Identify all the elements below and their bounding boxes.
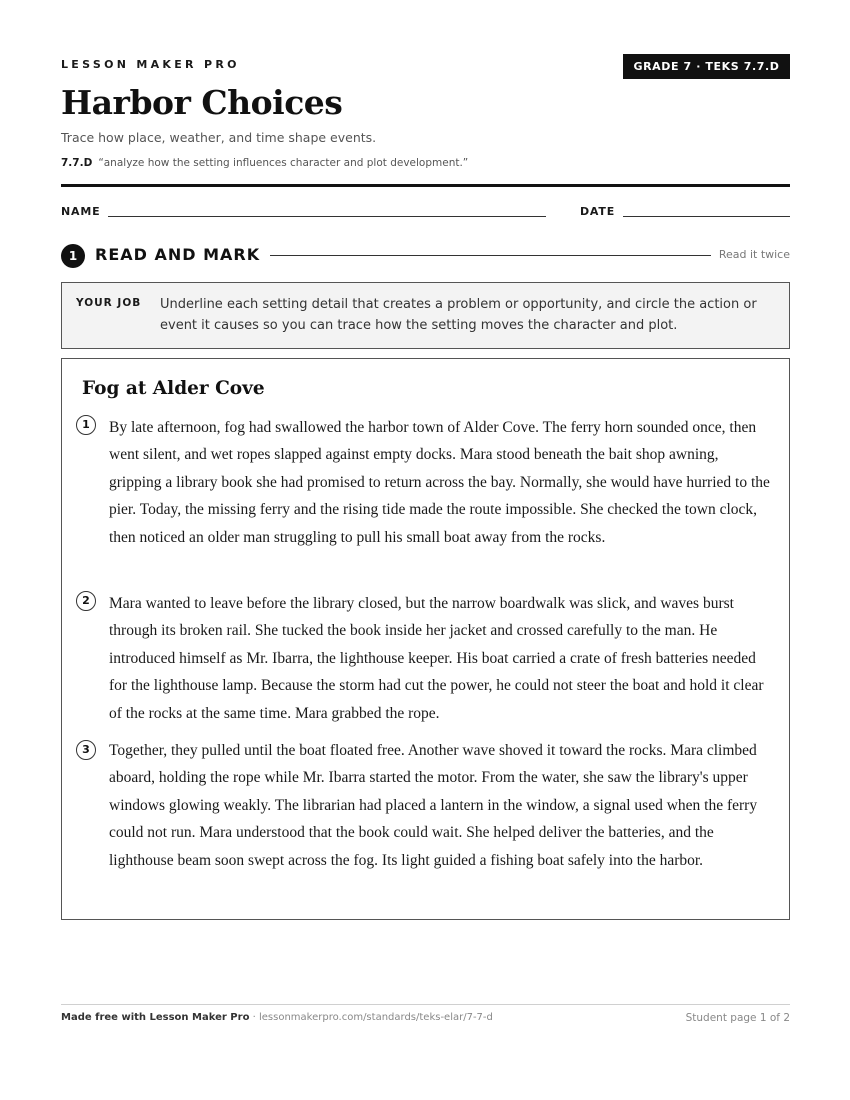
brand-name: LESSON MAKER PRO xyxy=(61,58,240,71)
grade-badge: GRADE 7 · TEKS 7.7.D xyxy=(623,54,790,79)
footer-divider xyxy=(61,1004,790,1005)
worksheet-page xyxy=(61,0,790,1100)
passage-title: Fog at Alder Cove xyxy=(82,378,265,399)
paragraph-number-1: 1 xyxy=(76,415,96,435)
passage-box xyxy=(61,358,790,920)
section-title: READ AND MARK xyxy=(95,245,261,264)
standard-line xyxy=(61,157,468,169)
header-divider xyxy=(61,184,790,187)
paragraph-3: Together, they pulled until the boat floated free. Another wave shoved it toward the rocks. Mara climbed aboard, holding the rope while Mr. Ibarra started the motor. From the water, she saw the library's upper windows glowing weakly. The librarian had placed a lantern in the window, a signal used when the ferry could not run. Mara understood that the book could wait. She helped deliver the batteries, and the lighthouse beam soon swept across the fog. Its light guided a fishing boat safely into the harbor. xyxy=(109,742,758,869)
footer-url[interactable]: · lessonmakerpro.com/standards/teks-elar/7-7-d xyxy=(249,1012,493,1023)
name-label: NAME xyxy=(61,205,101,218)
footer-made-with: Made free with Lesson Maker Pro xyxy=(61,1012,250,1023)
section-number-badge: 1 xyxy=(61,244,85,268)
paragraph-number-2: 2 xyxy=(76,591,96,611)
footer-credit xyxy=(61,1012,493,1023)
job-instructions-box xyxy=(61,282,790,349)
standard-text: “analyze how the setting influences character and plot development.” xyxy=(98,157,469,169)
paragraph-number-3: 3 xyxy=(76,740,96,760)
footer-page-number: Student page 1 of 2 xyxy=(685,1012,790,1024)
paragraph-1: By late afternoon, fog had swallowed the harbor town of Alder Cove. The ferry horn sounded once, then went silent, and wet ropes slapped against empty docks. Mara stood beneath the bait shop awning, gripping a library book she had promised to return across the bay. Normally, she would have hurried to the pier. Today, the missing ferry and the rising tide made the route impossible. She checked the town clock, then noticed an older man struggling to pull his small boat away from the rocks. xyxy=(109,419,770,546)
page-subtitle: Trace how place, weather, and time shape events. xyxy=(61,130,377,145)
page-title: Harbor Choices xyxy=(61,83,343,122)
job-text: Underline each setting detail that creates a problem or opportunity, and circle the action or event it causes so you can trace how the setting moves the character and plot. xyxy=(160,297,757,333)
section-note: Read it twice xyxy=(718,248,790,261)
paragraph-2: Mara wanted to leave before the library closed, but the narrow boardwalk was slick, and waves burst through its broken rail. She tucked the book inside her jacket and crossed carefully to the man. He introduced himself as Mr. Ibarra, the lighthouse keeper. His boat carried a crate of fresh batteries needed for the lighthouse lamp. Because the storm had cut the power, he could not steer the boat and hold it clear of the rocks at the same time. Mara grabbed the rope. xyxy=(109,595,764,722)
name-field-line[interactable] xyxy=(108,216,546,217)
section-divider xyxy=(270,255,711,256)
date-label: DATE xyxy=(580,205,616,218)
date-field-line[interactable] xyxy=(623,216,790,217)
standard-code: 7.7.D xyxy=(61,157,93,169)
job-label: YOUR JOB xyxy=(76,297,142,309)
